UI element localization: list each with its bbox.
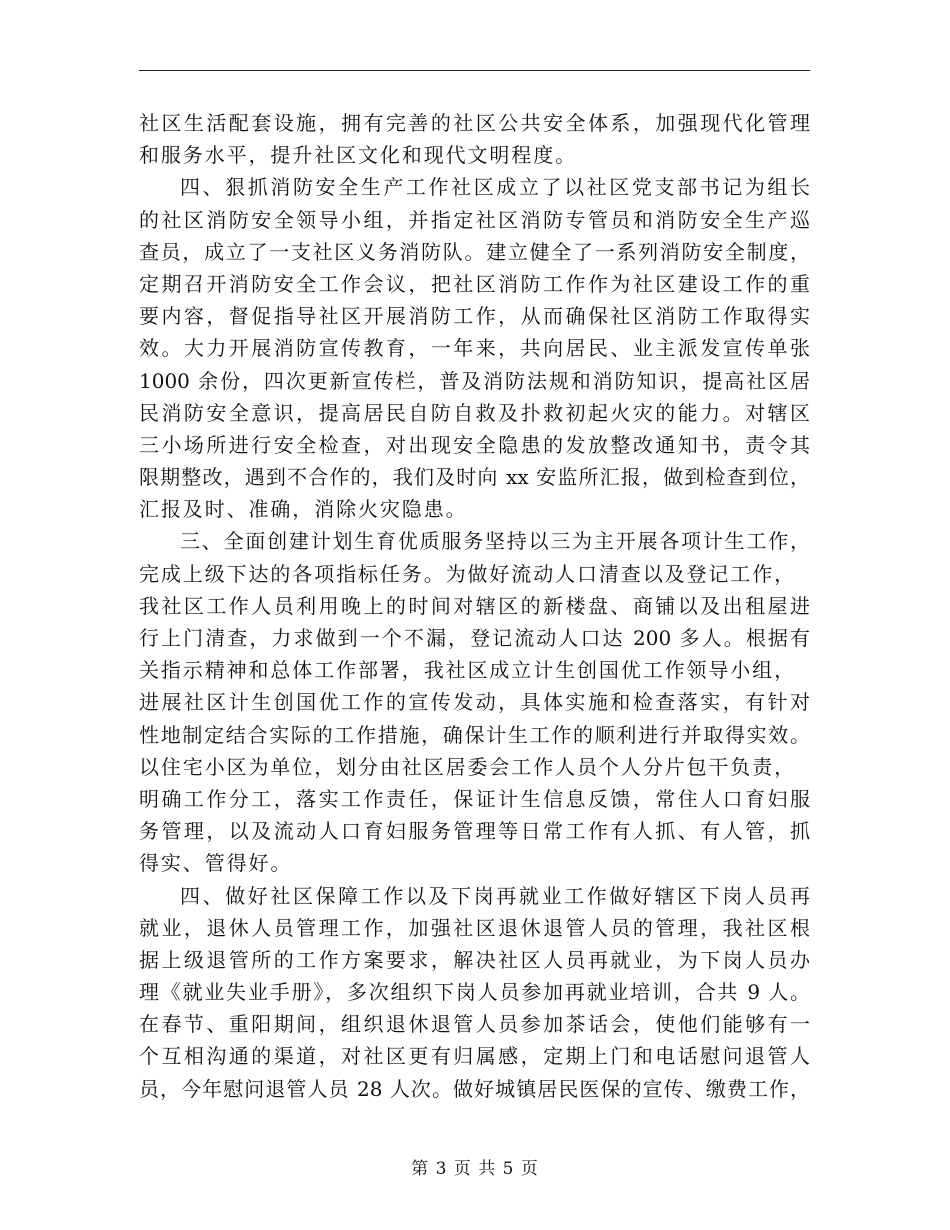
text-line: 四、做好社区保障工作以及下岗再就业工作做好辖区下岗人员再: [180, 883, 810, 908]
text-line: 在春节、重阳期间，组织退休退管人员参加茶话会，使他们能够有一: [139, 1012, 810, 1037]
text-line: 三小场所进行安全检查，对出现安全隐患的发放整改通知书，责令其: [139, 432, 810, 457]
text-line: 定期召开消防安全工作会议，把社区消防工作作为社区建设工作的重: [139, 271, 810, 296]
text-line: 明确工作分工，落实工作责任，保证计生信息反馈，常住人口育妇服: [139, 786, 810, 811]
text-line: 务管理，以及流动人口育妇服务管理等日常工作有人抓、有人管，抓: [139, 819, 810, 844]
text-line: 民消防安全意识，提高居民自防自救及扑救初起火灾的能力。对辖区: [139, 400, 810, 425]
text-line: 四、狠抓消防安全生产工作社区成立了以社区党支部书记为组长: [180, 175, 810, 200]
text-line: 和服务水平，提升社区文化和现代文明程度。: [139, 143, 577, 168]
text-line: 得实、管得好。: [139, 851, 293, 876]
text-line: 理《就业失业手册》，多次组织下岗人员参加再就业培训，合共 9 人。: [139, 980, 810, 1005]
text-line: 要内容，督促指导社区开展消防工作，从而确保社区消防工作取得实: [139, 304, 810, 329]
text-line: 就业，退休人员管理工作，加强社区退休退管人员的管理，我社区根: [139, 915, 810, 940]
header-rule: [139, 70, 810, 71]
text-line: 据上级退管所的工作方案要求，解决社区人员再就业，为下岗人员办: [139, 947, 810, 972]
text-line: 限期整改，遇到不合作的，我们及时向 xx 安监所汇报，做到检查到位，: [139, 465, 810, 490]
text-line: 效。大力开展消防宣传教育，一年来，共向居民、业主派发宣传单张: [139, 336, 810, 361]
text-line: 查员，成立了一支社区义务消防队。建立健全了一系列消防安全制度，: [139, 239, 810, 264]
text-line: 汇报及时、准确，消除火灾隐患。: [139, 497, 468, 522]
document-body: [139, 107, 810, 1105]
text-line: 行上门清查，力求做到一个不漏，登记流动人口达 200 多人。根据有: [139, 626, 810, 650]
text-line: 我社区工作人员利用晚上的时间对辖区的新楼盘、商铺以及出租屋进: [139, 593, 810, 618]
text-line: 三、全面创建计划生育优质服务坚持以三为主开展各项计生工作，: [180, 529, 810, 554]
page-footer: 第 3 页 共 5 页: [411, 1159, 539, 1179]
text-line: 关指示精神和总体工作部署，我社区成立计生创国优工作领导小组，: [139, 658, 796, 683]
text-line: 个互相沟通的渠道，对社区更有归属感，定期上门和电话慰问退管人: [139, 1044, 810, 1069]
text-line: 的社区消防安全领导小组，并指定社区消防专管员和消防安全生产巡: [139, 207, 810, 232]
text-line: 完成上级下达的各项指标任务。为做好流动人口清查以及登记工作，: [139, 561, 796, 586]
text-line: 1000 余份，四次更新宣传栏，普及消防法规和消防知识，提高社区居: [139, 368, 810, 393]
text-line: 员，今年慰问退管人员 28 人次。做好城镇居民医保的宣传、缴费工作，: [139, 1076, 810, 1101]
text-line: 社区生活配套设施，拥有完善的社区公共安全体系，加强现代化管理: [139, 111, 810, 135]
text-line: 进展社区计生创国优工作的宣传发动，具体实施和检查落实，有针对: [139, 690, 810, 715]
text-line: 以住宅小区为单位，划分由社区居委会工作人员个人分片包干负责，: [139, 754, 796, 779]
text-line: 性地制定结合实际的工作措施，确保计生工作的顺利进行并取得实效。: [139, 722, 810, 747]
